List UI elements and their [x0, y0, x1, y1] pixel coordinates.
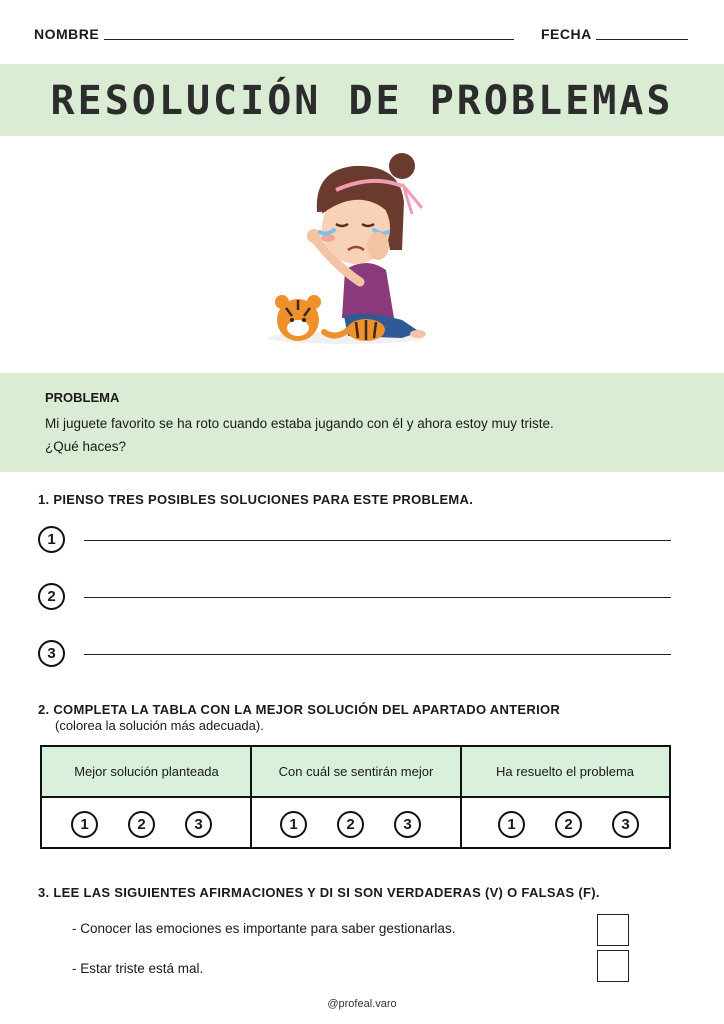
problem-text	[45, 412, 685, 458]
date-field[interactable]	[596, 39, 688, 40]
true-false-box-2[interactable]	[597, 950, 629, 982]
option-circle-2[interactable]: 2	[337, 811, 364, 838]
solution-answer-line-1[interactable]	[84, 540, 671, 541]
crying-girl-with-broken-toy-icon	[262, 150, 432, 355]
statement-1: - Conocer las emociones es importante para saber gestionarlas.	[72, 921, 456, 936]
option-circle-2[interactable]: 2	[128, 811, 155, 838]
problem-line-1: Mi juguete favorito se ha roto cuando estaba jugando con él y ahora estoy muy triste.	[45, 416, 554, 431]
table-header	[42, 747, 669, 798]
true-false-box-1[interactable]	[597, 914, 629, 946]
solution-number-1: 1	[38, 526, 65, 553]
footer-credit: @profeal.varo	[327, 998, 397, 1010]
problem-heading: PROBLEMA	[45, 390, 120, 405]
section2-title: 2. COMPLETA LA TABLA CON LA MEJOR SOLUCIÓN DEL APARTADO ANTERIOR	[38, 702, 561, 717]
option-circle-1[interactable]: 1	[280, 811, 307, 838]
option-circle-3[interactable]: 3	[612, 811, 639, 838]
header-row	[34, 26, 690, 46]
option-circle-1[interactable]: 1	[71, 811, 98, 838]
option-circle-2[interactable]: 2	[555, 811, 582, 838]
column-divider	[460, 747, 462, 847]
option-circle-3[interactable]: 3	[394, 811, 421, 838]
solution-answer-line-3[interactable]	[84, 654, 671, 655]
name-field[interactable]	[104, 39, 514, 40]
option-circle-1[interactable]: 1	[498, 811, 525, 838]
name-label: NOMBRE	[34, 26, 100, 42]
page-title: RESOLUCIÓN DE PROBLEMAS	[50, 78, 674, 124]
option-circle-3[interactable]: 3	[185, 811, 212, 838]
date-label: FECHA	[541, 26, 592, 42]
solution-answer-line-2[interactable]	[84, 597, 671, 598]
section2-subtitle: (colorea la solución más adecuada).	[55, 718, 264, 733]
solution-number-2: 2	[38, 583, 65, 610]
column-header-solved: Ha resuelto el problema	[495, 764, 635, 779]
solution-number-3: 3	[38, 640, 65, 667]
section3-title: 3. LEE LAS SIGUIENTES AFIRMACIONES Y DI SI SON VERDADERAS (V) O FALSAS (F).	[38, 885, 600, 900]
problem-line-2: ¿Qué haces?	[45, 439, 127, 454]
column-header-best-solution: Mejor solución planteada	[74, 764, 219, 779]
statement-2: - Estar triste está mal.	[72, 961, 204, 976]
title-band	[0, 64, 724, 136]
problem-band	[0, 373, 724, 472]
column-divider	[250, 747, 252, 847]
section1-title: 1. PIENSO TRES POSIBLES SOLUCIONES PARA ESTE PROBLEMA.	[38, 492, 474, 507]
solutions-table	[40, 745, 671, 849]
column-header-feel-better: Con cuál se sentirán mejor	[278, 764, 434, 779]
